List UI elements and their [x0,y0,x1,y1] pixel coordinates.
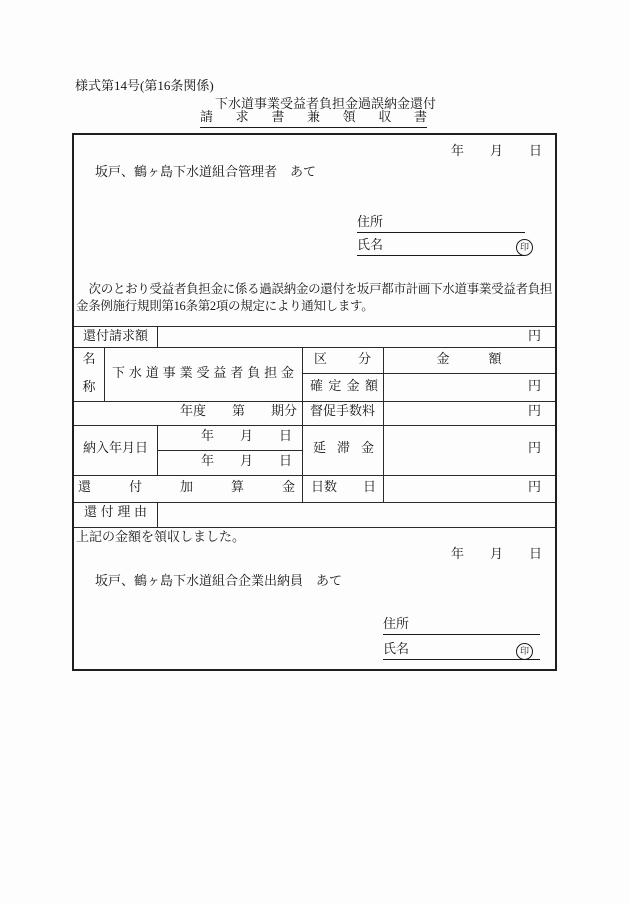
receipt-statement: 上記の金額を領収しました。 [76,529,246,544]
table-grid-line [74,347,555,348]
yen-unit: 円 [527,403,541,418]
receipt-name-field [383,642,540,660]
confirmed-amount-label: 確定金額 [310,378,378,393]
request-date-line: 年 月 日 [450,143,542,158]
refund-reason-label: 還付理由 [84,504,147,519]
request-name-field [357,237,529,256]
table-grid-line [74,425,555,426]
refund-request-amount-label: 還付請求額 [82,328,148,343]
name-column-char-1: 名 [82,351,96,366]
amount-header: 金 額 [436,351,502,366]
receipt-date-line: 年 月 日 [450,546,542,561]
table-grid-line [302,347,303,502]
demand-fee-label: 督促手数料 [310,403,376,418]
form-number: 様式第14号(第16条関係) [75,78,214,93]
table-grid-line [157,502,158,527]
seal-mark-icon: 印 [516,643,533,660]
days-label: 日数 日 [311,479,377,494]
name-label: 氏名 [383,641,410,656]
late-fee-label: 延滞金 [313,440,374,455]
division-header: 区分 [314,351,371,366]
yen-unit: 円 [527,479,541,494]
yen-unit: 円 [527,378,541,393]
receipt-address-field [383,617,540,635]
form-border-box [72,133,557,671]
table-grid-line [74,475,555,476]
seal-mark-icon: 印 [516,239,533,256]
document-title: 下水道事業受益者負担金過誤納金還付 [215,96,437,111]
table-grid-line [74,527,555,528]
table-grid-line [157,450,302,451]
fiscal-period-label: 年度 第 期分 [179,403,297,418]
request-address-field [357,215,525,233]
table-grid-line [74,502,555,503]
document-subtitle: 請 求 書 兼 領 収 書 [200,110,427,128]
address-label: 住所 [357,214,384,229]
address-label: 住所 [383,616,410,631]
payment-date-line-2: 年 月 日 [200,453,292,468]
table-grid-line [74,326,555,327]
refund-addition-label: 還付加算金 [78,479,295,494]
payment-date-line-1: 年 月 日 [200,428,292,443]
notification-body: 次のとおり受益者負担金に係る過誤納金の還付を坂戸都市計画下水道事業受益者負担金条例施行規則第16条第2項の規定により通知します。 [76,282,553,313]
table-grid-line [74,401,555,402]
table-grid-line [302,373,555,374]
payment-date-label: 納入年月日 [82,440,148,455]
name-label: 氏名 [357,237,384,252]
levy-name: 下水道事業受益者負担金 [112,365,294,380]
request-addressee: 坂戸、鶴ヶ島下水道組合管理者 あて [95,164,317,179]
yen-unit: 円 [527,328,541,343]
yen-unit: 円 [527,440,541,455]
table-grid-line [383,347,384,502]
receipt-addressee: 坂戸、鶴ヶ島下水道組合企業出納員 あて [95,573,343,588]
name-column-char-2: 称 [82,379,96,394]
